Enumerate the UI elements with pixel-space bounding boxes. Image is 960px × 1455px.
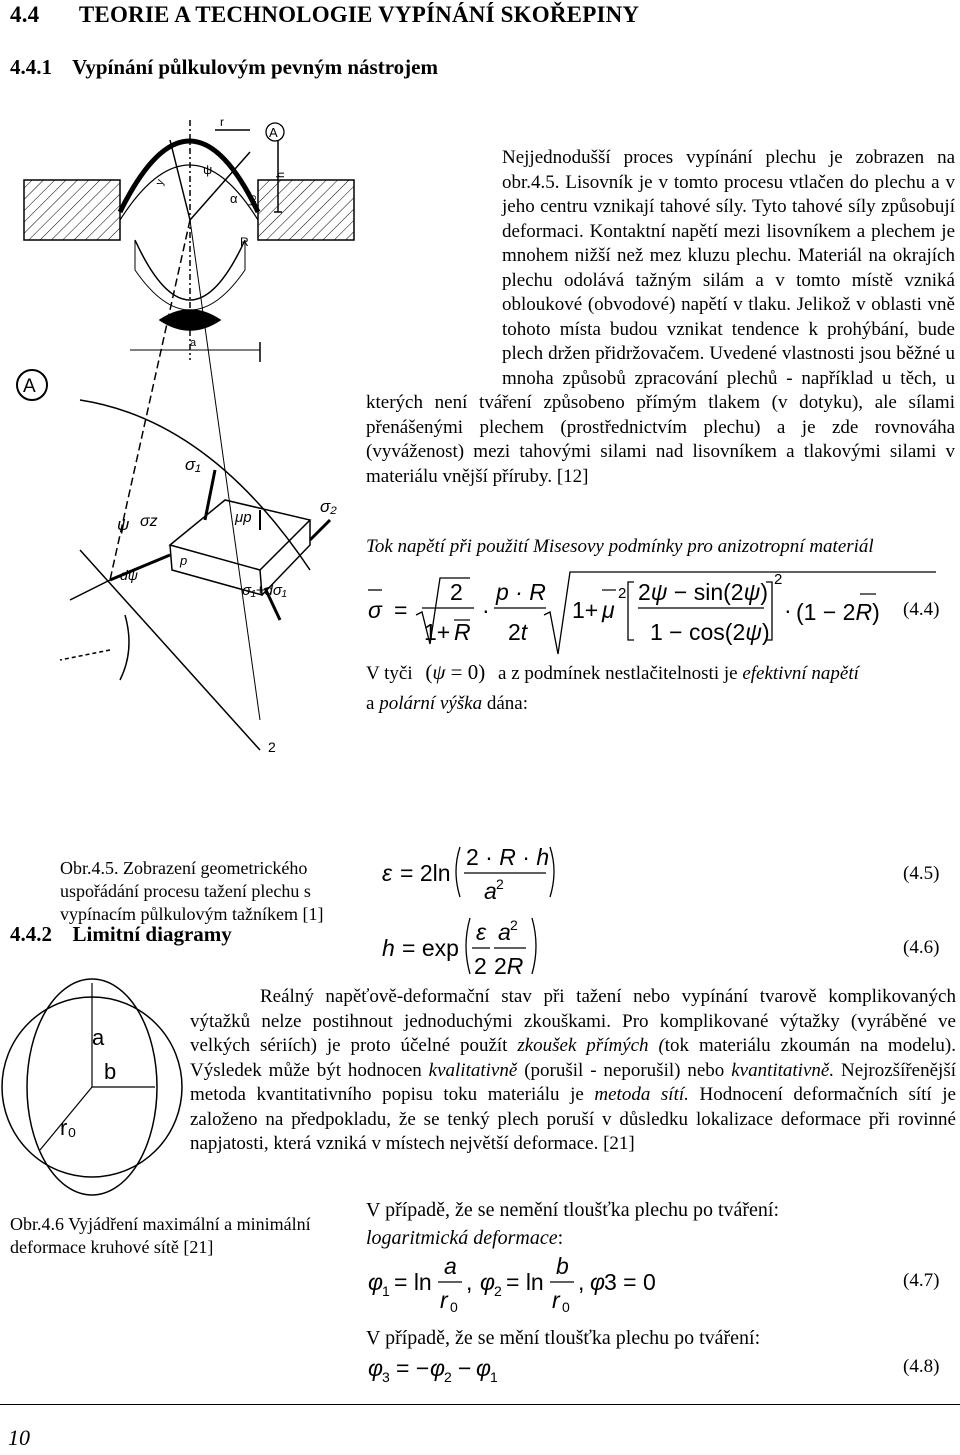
svg-text:2R: 2R	[494, 953, 524, 979]
label-sigma1: σ₁	[185, 455, 201, 474]
svg-text:φ: φ	[430, 1355, 446, 1381]
rod-term1: efektivní napětí	[742, 663, 859, 684]
equation-4-4-svg	[366, 570, 956, 660]
svg-text:2t: 2t	[508, 619, 528, 645]
case-1-line: V případě, že se nemění tloušťka plechu po tváření:	[366, 1199, 780, 1221]
svg-text:,: ,	[578, 1269, 585, 1295]
equation-4-5	[380, 835, 580, 905]
svg-text:ε: ε	[476, 919, 487, 945]
paragraph-2-t2: tok materiálu zkoumán na modelu). Výsledek může být hodnocen	[190, 1035, 956, 1081]
svg-text:1: 1	[490, 1369, 498, 1385]
label-b: b	[104, 1059, 117, 1084]
equation-4-5-number: (4.5)	[903, 863, 940, 884]
subsection-number: 4.4.1	[10, 55, 52, 79]
svg-text:φ: φ	[480, 1269, 496, 1295]
label-alpha: α	[230, 191, 238, 206]
rod-text	[366, 657, 956, 719]
rod-term2: polární výška	[379, 693, 483, 714]
section-number: 4.4	[10, 2, 40, 27]
label-sigmaz: σz	[140, 513, 158, 530]
rod-joiner: a	[366, 693, 375, 714]
svg-text:a: a	[484, 878, 497, 904]
svg-text:2: 2	[774, 571, 783, 588]
label-ho: ho	[248, 194, 259, 206]
svg-text:−: −	[458, 1355, 472, 1381]
paragraph-2-t4: Nejrozšířenější metoda kvantitativního popisu toku materiálu je	[190, 1059, 957, 1105]
svg-text:2: 2	[510, 917, 518, 933]
case-1-term: logaritmická deformace	[366, 1227, 558, 1249]
paragraph-2-i4: metoda sítí.	[594, 1084, 689, 1105]
svg-text:R: R	[454, 619, 471, 645]
label-sigma1-dsigma1: σ₁+dσ₁	[242, 582, 287, 599]
svg-text:,: ,	[466, 1269, 473, 1295]
case-1-colon: :	[557, 1227, 564, 1249]
label-a-callout: A	[269, 125, 278, 140]
paragraph-1	[366, 146, 955, 489]
label-r: r	[220, 115, 224, 129]
page-number: 10	[8, 1425, 30, 1450]
subsection-heading-2	[10, 922, 232, 947]
svg-text:2: 2	[450, 579, 463, 605]
svg-text:r: r	[552, 1287, 560, 1313]
svg-text:= ln: = ln	[394, 1269, 432, 1295]
label-a-small: a	[190, 337, 197, 349]
svg-text:3: 3	[382, 1369, 390, 1385]
svg-text:a: a	[498, 919, 511, 945]
rod-prefix: V tyči	[366, 663, 413, 684]
paragraph-1-text: Nejjednodušší proces vypínání plechu je zobrazen na obr.4.5. Lisovník je v tomto procesu vtlačen do plechu a v jeho centru vznikají tahové síly. Tyto tahové síly způsobují deformaci. Kontaktní napětí mezi lisovníkem a plechem je mnohem nižší než mez kluzu plechu. Materiál na okrajích plechu odolává tažným silám a v tomto místě vzniká obloukové (obvodové) napětí v tlaku. Jelikož v oblasti vně tohoto místa budou vznikat tendence k prohýbání, bude plech držen přidržovačem. Uvedené vlastnosti jsou běžné u mnoha způsobů zpracování plechů - například u těch, u kterých není tváření způsobeno přímým tlakem (v dotyku), ale sílami přenášenými plechem (prostřednictvím plechu) a je zde rovnováha (vyváženost) mezi tahovými silami nad lisovníkem a tlakovými silami v materiálu vnější příruby. [12]	[366, 147, 955, 487]
svg-text:2: 2	[618, 585, 627, 602]
svg-text:·: ·	[482, 597, 490, 623]
paragraph-2-t3: (porušil - neporušil) nebo	[517, 1059, 732, 1081]
svg-text:0: 0	[562, 1299, 570, 1315]
svg-text:=: =	[394, 597, 408, 623]
equation-4-6-number: (4.6)	[903, 937, 940, 958]
mises-intro: Tok napětí při použití Misesovy podmínky pro anizotropní materiál	[366, 536, 874, 557]
label-R: R	[240, 235, 249, 249]
label-r0: r₀	[60, 1115, 77, 1140]
figure-4-6-drawing	[0, 975, 190, 1205]
svg-text:φ: φ	[476, 1355, 492, 1381]
paragraph-2-i1: zkoušek přímých (	[517, 1035, 665, 1056]
label-a: a	[92, 1025, 105, 1050]
paragraph-2-i2: kvalitativně	[428, 1059, 518, 1081]
figure-4-5-drawing	[10, 100, 355, 760]
svg-text:a: a	[444, 1253, 457, 1279]
label-mup: μp	[235, 509, 252, 526]
equation-4-4-number: (4.4)	[903, 599, 940, 620]
svg-text:(1 − 2R): (1 − 2R)	[796, 599, 880, 625]
paragraph-2	[190, 985, 956, 1157]
paragraph-2-i3: kvantitativně.	[731, 1059, 835, 1081]
svg-text:2ψ − sin(2ψ): 2ψ − sin(2ψ)	[638, 579, 769, 605]
label-h: h	[275, 171, 287, 178]
label-a-callout-large: A	[23, 376, 36, 397]
rod-condition: (ψ = 0)	[425, 660, 486, 684]
equation-4-8-number: (4.8)	[903, 1356, 940, 1377]
label-dpsi: dψ	[120, 567, 138, 583]
label-y: y	[153, 177, 167, 188]
svg-text:σ: σ	[368, 597, 382, 623]
section-heading	[10, 2, 639, 28]
svg-text:φ: φ	[590, 1269, 606, 1295]
case-1-text	[366, 1196, 779, 1252]
svg-text:= 2ln: = 2ln	[400, 860, 451, 886]
svg-text:h: h	[382, 935, 395, 961]
equation-4-6	[380, 912, 580, 992]
svg-text:0: 0	[450, 1299, 458, 1315]
figure-4-5-caption: Obr.4.5. Zobrazení geometrického uspořádání procesu tažení plechu s vypínacím půlkulovým tažníkem [1]	[60, 858, 324, 924]
paragraph-2-t5: Hodnocení deformačních sítí je založeno na předpokladu, že se tenký plech poruší v důsledku lokalizace deformace při rovinné napjatosti, která vzniká v místech největší deformace. [21]	[190, 1084, 956, 1154]
svg-text:b: b	[556, 1253, 569, 1279]
subsection-heading-1	[10, 55, 438, 80]
svg-text:μ: μ	[602, 597, 615, 623]
svg-text:2: 2	[474, 953, 487, 979]
rod-middle: a z podmínek nestlačitelnosti je	[498, 663, 738, 684]
svg-text:2: 2	[496, 876, 504, 892]
svg-text:= ln: = ln	[506, 1269, 544, 1295]
svg-text:φ: φ	[368, 1269, 384, 1295]
svg-text:p · R: p · R	[496, 579, 546, 605]
figure-4-6-caption: Obr.4.6 Vyjádření maximální a minimální deformace kruhové sítě [21]	[10, 1214, 311, 1257]
svg-text:2 · R · h: 2 · R · h	[466, 844, 550, 870]
subsection-2-number: 4.4.2	[10, 922, 52, 946]
footer-rule	[0, 1404, 960, 1405]
equation-4-8	[366, 1350, 566, 1390]
svg-text:= exp: = exp	[402, 935, 459, 961]
equation-4-7	[366, 1250, 696, 1320]
svg-text:1+: 1+	[424, 619, 451, 645]
label-two: 2	[268, 739, 276, 755]
subsection-2-title: Limitní diagramy	[72, 922, 232, 946]
svg-text:r: r	[440, 1287, 448, 1313]
subsection-title: Vypínání půlkulovým pevným nástrojem	[72, 55, 438, 79]
svg-text:3 = 0: 3 = 0	[604, 1269, 656, 1295]
rod-suffix: dána:	[486, 693, 528, 714]
svg-text:ε: ε	[382, 860, 393, 886]
section-title: TEORIE A TECHNOLOGIE VYPÍNÁNÍ SKOŘEPINY	[78, 2, 640, 27]
label-sigma2: σ₂	[320, 497, 337, 516]
label-p: p	[180, 553, 188, 568]
svg-text:2: 2	[494, 1283, 502, 1299]
paragraph-2-t1: Reálný napěťově-deformační stav při tažení nebo vypínání tvarově komplikovaných výtažků nelze postihnout jednoduchými zkouškami. Pro komplikované výtažky (vyráběné ve velkých sériích) je proto účelné použít	[190, 986, 956, 1056]
svg-text:1 − cos(2ψ): 1 − cos(2ψ)	[650, 619, 770, 645]
svg-text:1: 1	[382, 1283, 390, 1299]
case-2-text: V případě, že se mění tloušťka plechu po tváření:	[366, 1327, 761, 1349]
svg-text:1+: 1+	[572, 597, 599, 623]
svg-text:2: 2	[444, 1369, 452, 1385]
label-psi: ψ	[203, 162, 213, 177]
svg-text:·: ·	[784, 597, 792, 623]
equation-4-4	[366, 570, 956, 660]
svg-text:φ: φ	[368, 1355, 384, 1381]
equation-4-7-number: (4.7)	[903, 1270, 940, 1291]
label-psi-lower: ψ	[117, 515, 130, 534]
svg-text:= −: = −	[396, 1355, 430, 1381]
